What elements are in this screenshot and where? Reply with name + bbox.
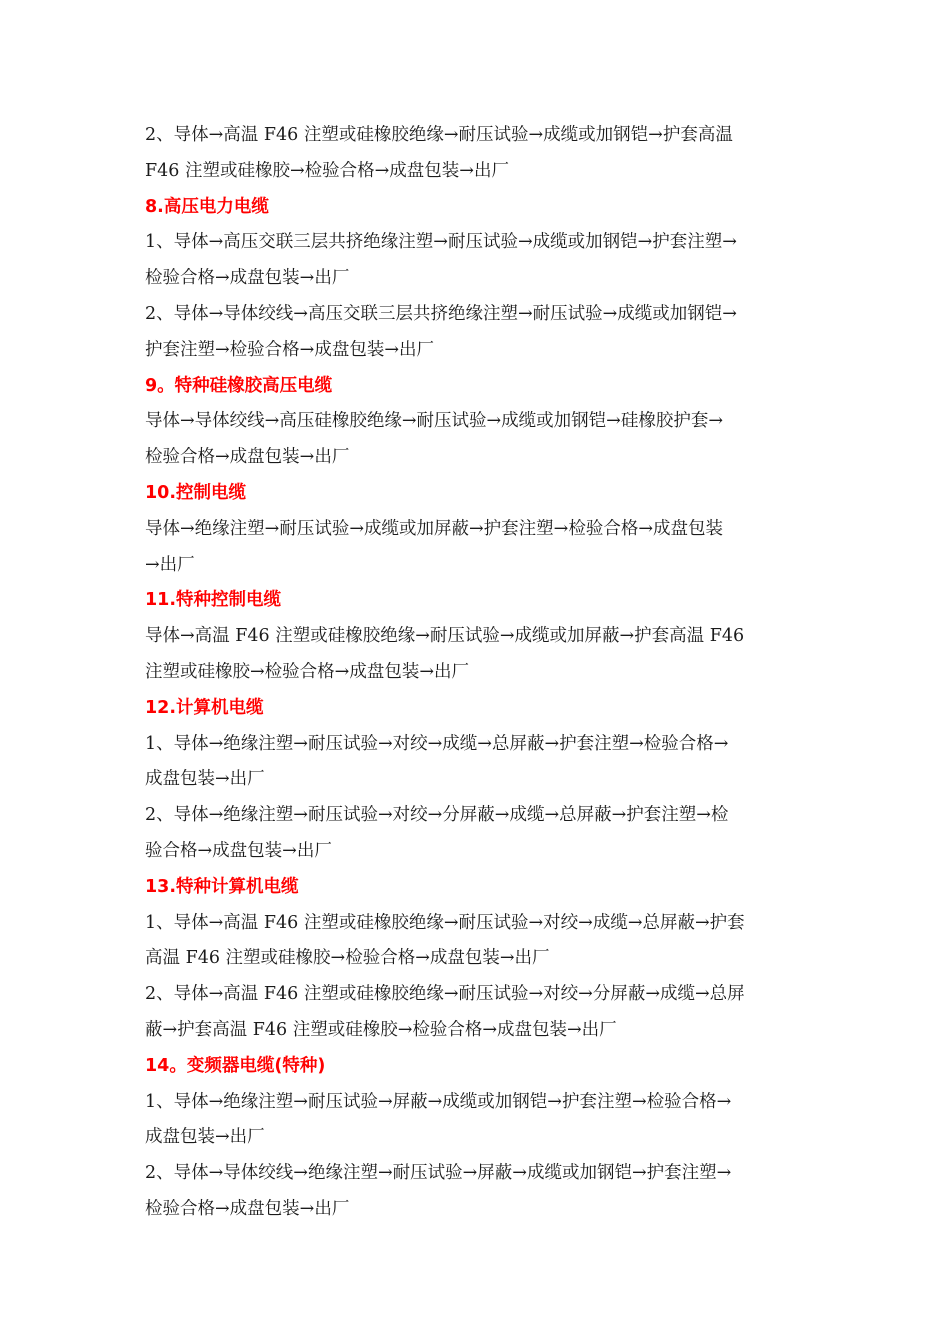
section-heading: 14。变频器电缆(特种) [145, 1055, 326, 1076]
body-line: 检验合格→成盘包装→出厂 [145, 268, 350, 289]
body-line: 导体→导体绞线→高压硅橡胶绝缘→耐压试验→成缆或加钢铠→硅橡胶护套→ [145, 411, 723, 432]
section-heading: 13.特种计算机电缆 [145, 876, 299, 897]
section-heading: 10.控制电缆 [145, 482, 247, 503]
body-line: 1、导体→高温 F46 注塑或硅橡胶绝缘→耐压试验→对绞→成缆→总屏蔽→护套 [145, 912, 745, 933]
body-line: 1、导体→高压交联三层共挤绝缘注塑→耐压试验→成缆或加钢铠→护套注塑→ [145, 232, 737, 253]
body-line: 2、导体→导体绞线→高压交联三层共挤绝缘注塑→耐压试验→成缆或加钢铠→ [145, 303, 737, 324]
body-line: 成盘包装→出厂 [145, 769, 265, 790]
section-heading: 8.高压电力电缆 [145, 196, 269, 217]
body-line: 检验合格→成盘包装→出厂 [145, 447, 350, 468]
document-body [145, 118, 810, 1228]
section-heading: 11.特种控制电缆 [145, 590, 282, 611]
body-line: 护套注塑→检验合格→成盘包装→出厂 [145, 339, 434, 360]
body-line: 2、导体→导体绞线→绝缘注塑→耐压试验→屏蔽→成缆或加钢铠→护套注塑→ [145, 1163, 732, 1184]
body-line: 2、导体→高温 F46 注塑或硅橡胶绝缘→耐压试验→对绞→分屏蔽→成缆→总屏 [145, 984, 745, 1005]
body-line: 注塑或硅橡胶→检验合格→成盘包装→出厂 [145, 661, 469, 682]
body-line: 1、导体→绝缘注塑→耐压试验→对绞→成缆→总屏蔽→护套注塑→检验合格→ [145, 733, 729, 754]
section-heading: 9。特种硅橡胶高压电缆 [145, 375, 333, 396]
body-line: →出厂 [145, 554, 195, 575]
body-line: 高温 F46 注塑或硅橡胶→检验合格→成盘包装→出厂 [145, 948, 550, 969]
section-heading: 12.计算机电缆 [145, 697, 264, 718]
body-line: 导体→高温 F46 注塑或硅橡胶绝缘→耐压试验→成缆或加屏蔽→护套高温 F46 [145, 626, 745, 647]
body-line: F46 注塑或硅橡胶→检验合格→成盘包装→出厂 [145, 160, 509, 181]
body-line: 蔽→护套高温 F46 注塑或硅橡胶→检验合格→成盘包装→出厂 [145, 1019, 617, 1040]
body-line: 成盘包装→出厂 [145, 1127, 265, 1148]
body-line: 验合格→成盘包装→出厂 [145, 840, 332, 861]
body-line: 1、导体→绝缘注塑→耐压试验→屏蔽→成缆或加钢铠→护套注塑→检验合格→ [145, 1091, 732, 1112]
body-line: 检验合格→成盘包装→出厂 [145, 1198, 350, 1219]
body-line: 导体→绝缘注塑→耐压试验→成缆或加屏蔽→护套注塑→检验合格→成盘包装 [145, 518, 723, 539]
body-line: 2、导体→绝缘注塑→耐压试验→对绞→分屏蔽→成缆→总屏蔽→护套注塑→检 [145, 805, 729, 826]
body-line: 2、导体→高温 F46 注塑或硅橡胶绝缘→耐压试验→成缆或加钢铠→护套高温 [145, 125, 733, 145]
